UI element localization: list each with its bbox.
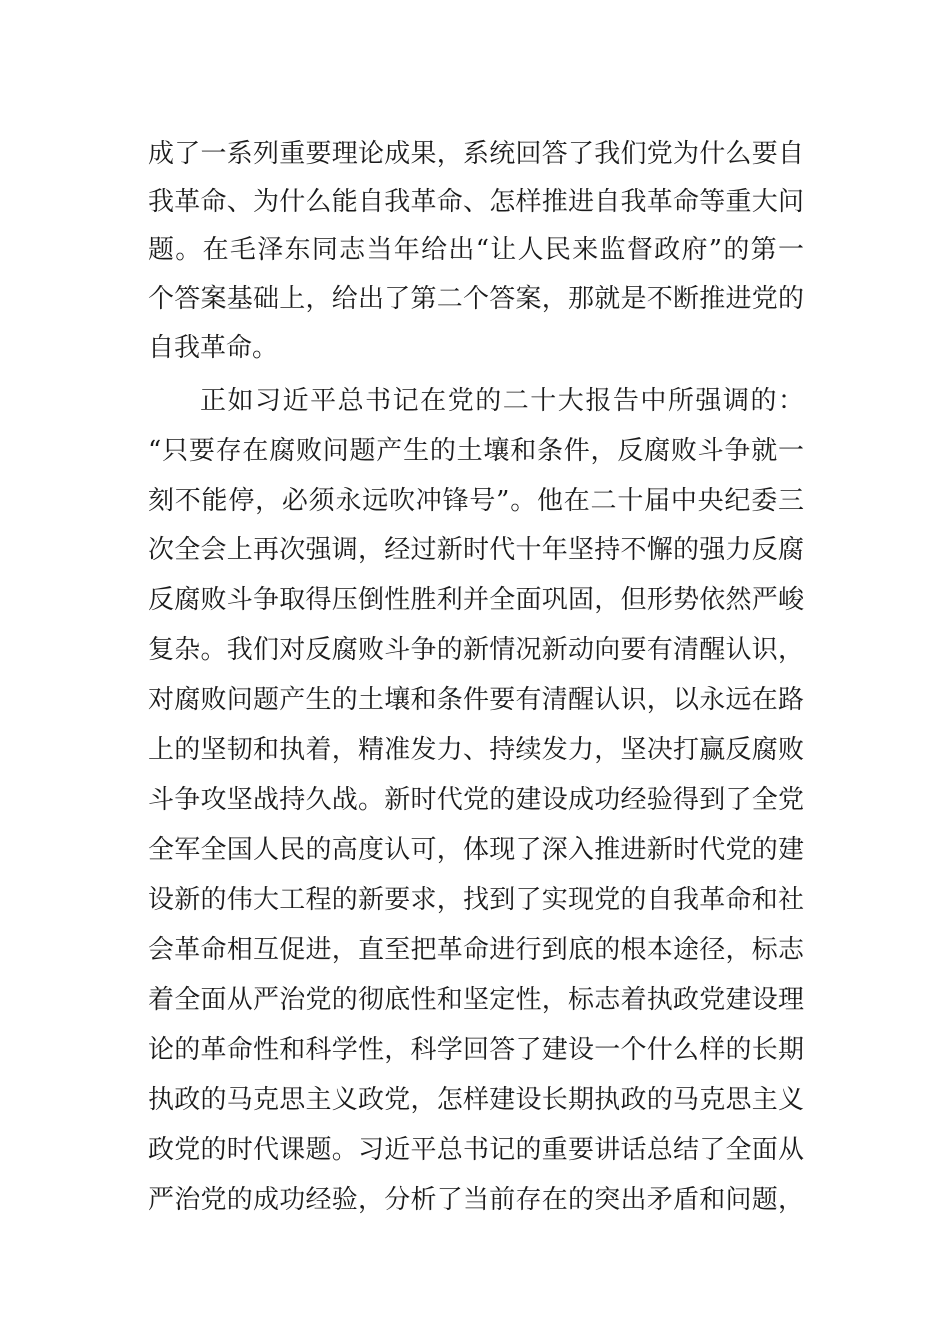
text-line: 刻不能停，必须永远吹冲锋号”。他在二十届中央纪委三 — [148, 486, 804, 516]
text-line: 会革命相互促进，直至把革命进行到底的根本途径，标志 — [148, 935, 804, 965]
text-line: 次全会上再次强调，经过新时代十年坚持不懈的强力反腐 — [148, 535, 804, 565]
text-line: “只要存在腐败问题产生的土壤和条件，反腐败斗争就一 — [148, 436, 804, 466]
text-line: 我革命、为什么能自我革命、怎样推进自我革命等重大问 — [148, 187, 804, 217]
text-line: 自我革命。 — [148, 333, 279, 363]
text-line: 全军全国人民的高度认可，体现了深入推进新时代党的建 — [148, 835, 804, 865]
text-line: 政党的时代课题。习近平总书记的重要讲话总结了全面从 — [148, 1135, 804, 1165]
text-line: 成了一系列重要理论成果，系统回答了我们党为什么要自 — [148, 139, 804, 169]
text-line: 反腐败斗争取得压倒性胜利并全面巩固，但形势依然严峻 — [148, 585, 804, 615]
text-line: 上的坚韧和执着，精准发力、持续发力，坚决打赢反腐败 — [148, 735, 804, 765]
text-line: 着全面从严治党的彻底性和坚定性，标志着执政党建设理 — [148, 985, 804, 1015]
text-line: 论的革命性和科学性，科学回答了建设一个什么样的长期 — [148, 1035, 804, 1065]
text-line: 题。在毛泽东同志当年给出“让人民来监督政府”的第一 — [148, 235, 804, 265]
text-line: 复杂。我们对反腐败斗争的新情况新动向要有清醒认识， — [148, 635, 804, 665]
paragraph-first-line: 正如习近平总书记在党的二十大报告中所强调的： — [200, 386, 804, 416]
text-line: 设新的伟大工程的新要求，找到了实现党的自我革命和社 — [148, 885, 804, 915]
text-line: 个答案基础上，给出了第二个答案，那就是不断推进党的 — [148, 284, 804, 314]
text-line: 执政的马克思主义政党，怎样建设长期执政的马克思主义 — [148, 1085, 804, 1115]
text-line: 斗争攻坚战持久战。新时代党的建设成功经验得到了全党 — [148, 785, 804, 815]
text-line: 对腐败问题产生的土壤和条件要有清醒认识，以永远在路 — [148, 685, 804, 715]
text-line: 严治党的成功经验，分析了当前存在的突出矛盾和问题， — [148, 1185, 804, 1215]
